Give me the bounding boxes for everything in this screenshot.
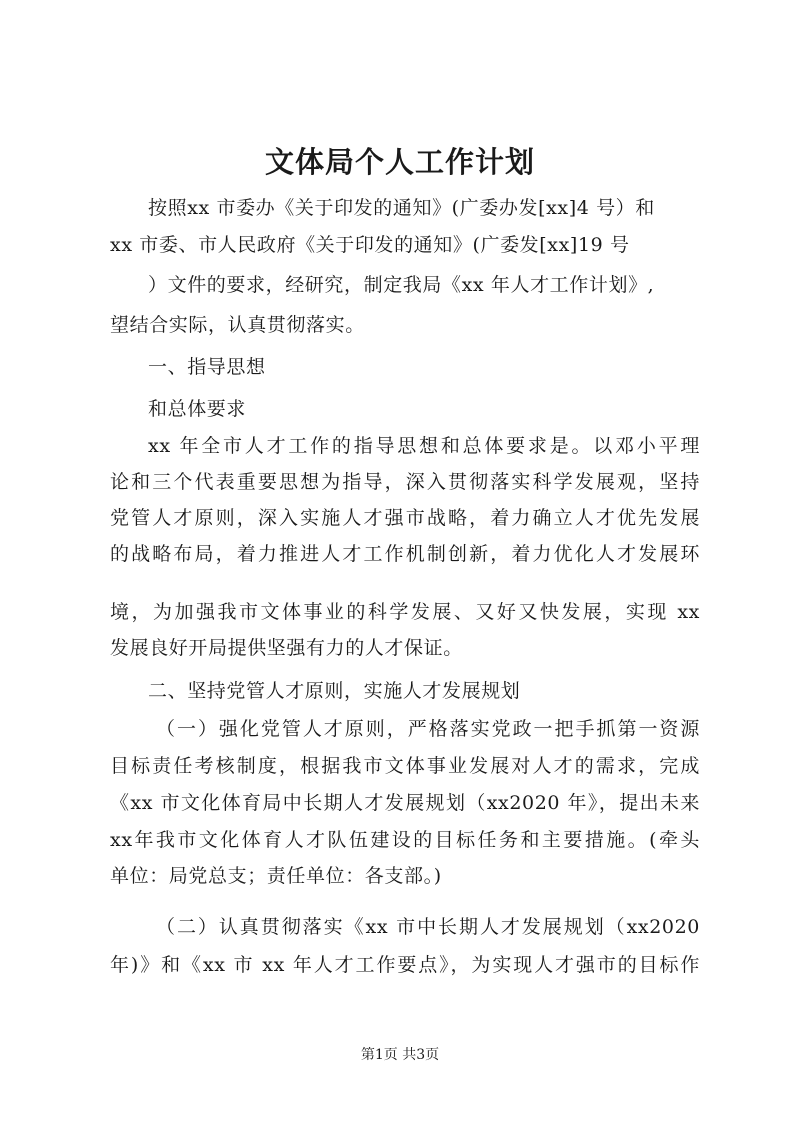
paragraph-line: 望结合实际，认真贯彻落实。 <box>110 314 365 336</box>
paragraph-line: （二）认真贯彻落实《xx 市中长期人才发展规划（xx2020 <box>156 916 700 938</box>
paragraph-line: xx年我市文化体育人才队伍建设的目标任务和主要措施。(牵头 <box>110 829 700 851</box>
paragraph-line: 境，为加强我市文体事业的科学发展、又好又快发展，实现 xx <box>110 601 700 623</box>
paragraph-line: 单位：局党总支；责任单位：各支部。) <box>110 865 442 887</box>
paragraph-line: ）文件的要求，经研究，制定我局《xx 年人才工作计划》, <box>148 274 655 296</box>
paragraph-line: 发展良好开局提供坚强有力的人才保证。 <box>110 637 463 659</box>
section-heading: 二、坚持党管人才原则，实施人才发展规划 <box>148 680 521 702</box>
paragraph-line: xx 年全市人才工作的指导思想和总体要求是。以邓小平理 <box>148 435 700 457</box>
paragraph-line: xx 市委、市人民政府《关于印发的通知》(广委发[xx]19 号 <box>110 234 630 256</box>
paragraph-line: 《xx 市文化体育局中长期人才发展规划（xx2020 年》，提出未来 <box>110 792 700 814</box>
paragraph-line: 论和三个代表重要思想为指导，深入贯彻落实科学发展观，坚持 <box>110 471 700 493</box>
paragraph-line: 按照xx 市委办《关于印发的通知》(广委办发[xx]4 号）和 <box>148 197 655 219</box>
document-title: 文体局个人工作计划 <box>264 145 535 179</box>
section-heading: 一、指导思想 <box>148 356 266 378</box>
paragraph-line: （一）强化党管人才原则，严格落实党政一把手抓第一资源 <box>156 718 700 740</box>
paragraph-line: 年)》和《xx 市 xx 年人才工作要点》，为实现人才强市的目标作 <box>110 954 700 976</box>
paragraph-line: 党管人才原则，深入实施人才强市战略，着力确立人才优先发展 <box>110 507 700 529</box>
section-heading: 和总体要求 <box>148 398 247 420</box>
page-indicator: 第1页 共3页 <box>360 1047 440 1063</box>
paragraph-line: 的战略布局，着力推进人才工作机制创新，着力优化人才发展环 <box>110 543 700 565</box>
paragraph-line: 目标责任考核制度，根据我市文体事业发展对人才的需求，完成 <box>110 755 700 777</box>
